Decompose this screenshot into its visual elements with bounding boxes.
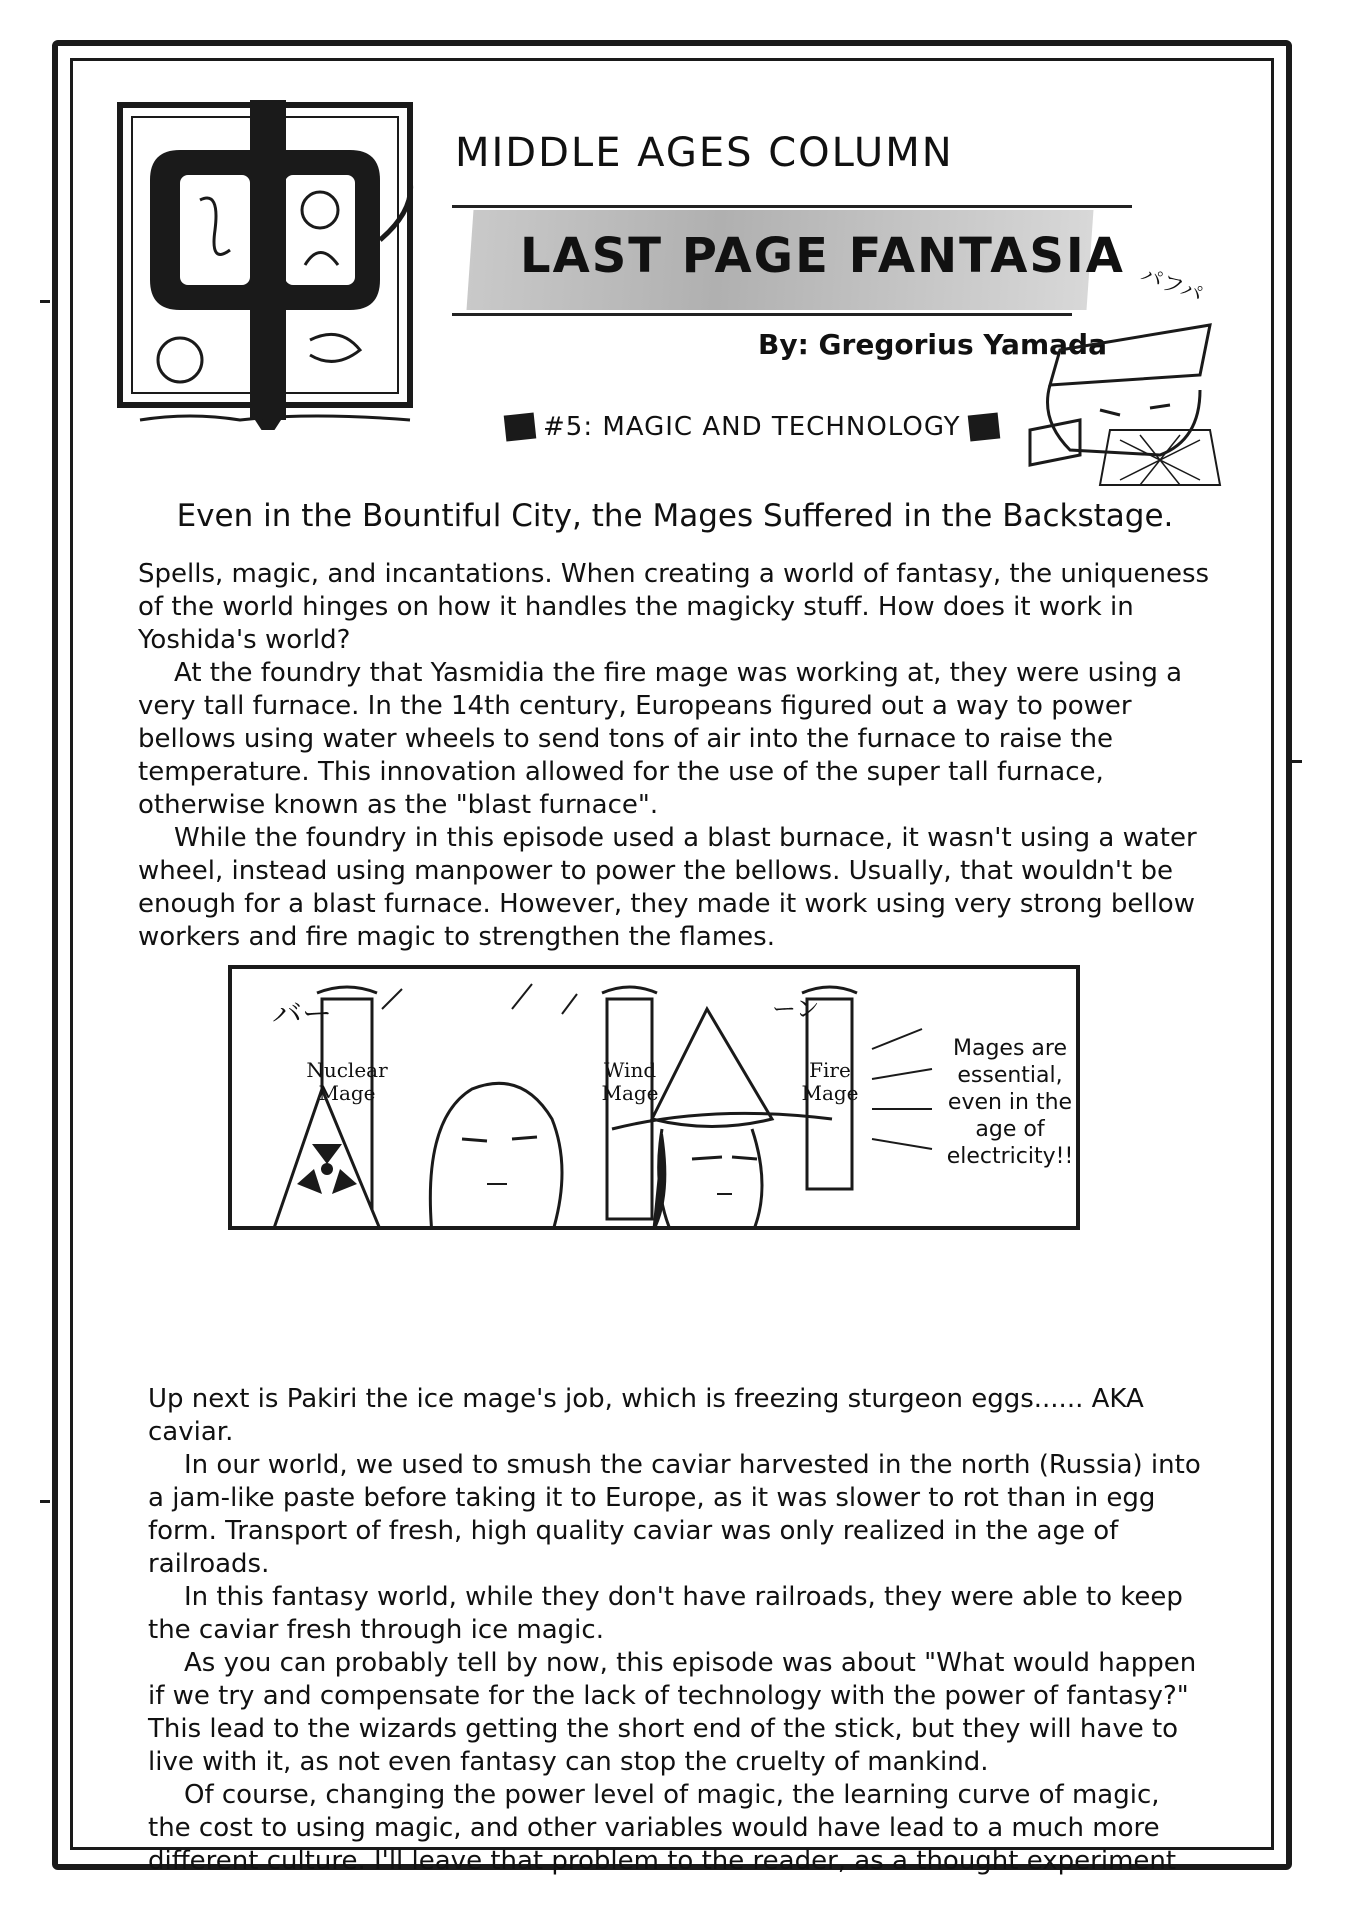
paragraph: At the foundry that Yasmidia the fire mage was working at, they were using a very tall furnace. In the 14th century, Europeans figured out a way to power bellows using water wheels to send tons of air into the furnace to raise the temperature. This innovation allowed for the use of the super tall furnace, otherwise known as the "blast furnace". xyxy=(138,658,1183,820)
border-tick xyxy=(1292,760,1302,763)
paragraph: Of course, changing the power level of magic, the learning curve of magic, the cost to using magic, and other variables would have lead to a much more different culture. I'll leave that problem to the reader, as a thought experiment xyxy=(148,1780,1177,1876)
sound-effect-right: ーン xyxy=(772,995,820,1023)
article-section-1 xyxy=(138,558,1218,954)
banner-line: Mage xyxy=(318,1081,376,1105)
series-title: LAST PAGE FANTASIA xyxy=(520,228,1125,284)
banner-line: Wind xyxy=(603,1058,657,1082)
paragraph: In our world, we used to smush the caviar harvested in the north (Russia) into a jam-like paste before taking it to Europe, as it was slower to rot than in egg form. Transport of fresh, high quality caviar was only realized in the age of railroads. xyxy=(148,1450,1201,1579)
byline: By: Gregorius Yamada xyxy=(758,328,1107,361)
sound-effect-left: バー xyxy=(272,997,332,1032)
banner-fire-mage xyxy=(788,1059,872,1105)
banner-line: Fire xyxy=(809,1058,851,1082)
mascot-sound-effect: パフパ xyxy=(1136,262,1206,309)
episode-marker-left xyxy=(504,413,537,442)
article-heading: Even in the Bountiful City, the Mages Suffered in the Backstage. xyxy=(176,498,1174,534)
episode-marker-right xyxy=(967,413,1000,442)
paragraph: Spells, magic, and incantations. When creating a world of fantasy, the uniqueness of the world hinges on how it handles the magicky stuff. How does it work in Yoshida's world? xyxy=(138,559,1210,655)
border-tick xyxy=(40,300,50,303)
banner-line: Nuclear xyxy=(306,1058,388,1082)
paragraph: While the foundry in this episode used a blast burnace, it wasn't using a water wheel, instead using manpower to power the bellows. Usually, that wouldn't be enough for a blast furnace. However, they made it work using very strong bellow workers and fire magic to strengthen the flames. xyxy=(138,823,1197,952)
banner-nuclear-mage xyxy=(304,1059,390,1105)
article-section-2 xyxy=(148,1383,1208,1878)
banner-wind-mage xyxy=(588,1059,672,1105)
title-rule xyxy=(452,313,1072,316)
mascot-illustration xyxy=(1010,280,1240,490)
episode-label xyxy=(505,412,999,442)
episode-title: #5: MAGIC AND TECHNOLOGY xyxy=(543,412,961,442)
border-tick xyxy=(40,1500,50,1503)
banner-line: Mage xyxy=(801,1081,859,1105)
banner-line: Mage xyxy=(601,1081,659,1105)
paragraph: As you can probably tell by now, this episode was about "What would happen if we try and compensate for the lack of technology with the power of fantasy?" This lead to the wizards getting the short end of the stick, but they will have to live with it, as not even fantasy can stop the cruelty of mankind. xyxy=(148,1648,1197,1777)
illuminated-emblem xyxy=(110,90,430,430)
title-rule xyxy=(452,205,1132,208)
paragraph: In this fantasy world, while they don't have railroads, they were able to keep the caviar fresh through ice magic. xyxy=(148,1582,1183,1645)
paragraph: Up next is Pakiri the ice mage's job, which is freezing sturgeon eggs...... AKA caviar. xyxy=(148,1384,1144,1447)
panel-caption: Mages are essential, even in the age of electricity!! xyxy=(946,1036,1074,1169)
column-label: MIDDLE AGES COLUMN xyxy=(455,130,954,176)
